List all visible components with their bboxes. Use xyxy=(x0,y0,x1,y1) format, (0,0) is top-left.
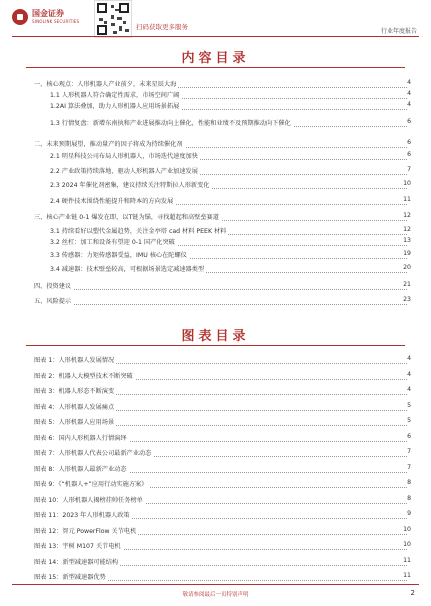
figure-entry-page: 5 xyxy=(399,417,411,424)
figure-entry-page: 8 xyxy=(399,495,411,502)
toc-subsection-entry[interactable] xyxy=(0,196,431,207)
figure-entry[interactable] xyxy=(0,448,431,459)
figure-entry[interactable] xyxy=(0,557,431,568)
toc-subsection-entry[interactable] xyxy=(0,118,431,129)
toc-subsection-entry[interactable] xyxy=(0,237,431,248)
toc-section-entry-label: 五、风险提示 xyxy=(34,298,72,305)
toc-section-entry[interactable] xyxy=(0,139,431,150)
toc-subsection-entry-page: 10 xyxy=(399,180,411,187)
toc-section-entry-page: 4 xyxy=(399,79,411,86)
figure-entry[interactable] xyxy=(0,526,431,537)
figure-entry[interactable] xyxy=(0,464,431,475)
toc-subsection-entry-label: 3.4 减速器：技术壁垒较高，可根据场景选定减速器类型 xyxy=(50,266,205,273)
toc-subsection-entry-page: 19 xyxy=(399,250,411,257)
toc-subsection-entry-page: 20 xyxy=(399,264,411,271)
toc-subsection-entry-page: 4 xyxy=(399,90,411,97)
figure-entry-label: 图表 13：宇树 M107 关节电机 xyxy=(34,543,121,550)
toc-subsection-entry[interactable] xyxy=(0,101,431,112)
figure-entry-page: 5 xyxy=(399,402,411,409)
toc-subsection-entry[interactable] xyxy=(0,166,431,177)
toc-subsection-entry-label: 1.2AI 算法叠加，助力人形机器人应用场景拓展 xyxy=(50,103,180,110)
toc-section-entry[interactable] xyxy=(0,296,431,307)
figure-entry-page: 8 xyxy=(399,479,411,486)
company-logo xyxy=(12,8,80,30)
toc-title: 内容目录 xyxy=(181,51,250,66)
toc-subsection-entry-page: 13 xyxy=(399,237,411,244)
qr-caption: 扫码获取更多服务 xyxy=(136,23,188,31)
dot-leader xyxy=(34,289,407,290)
page-header xyxy=(0,0,431,40)
logo-mark-icon xyxy=(12,9,28,25)
page-number: 2 xyxy=(410,589,415,597)
figure-entry-page: 4 xyxy=(399,386,411,393)
figure-entry-label: 图表 1：人形机器人发展情况 xyxy=(34,357,115,364)
figure-entry-page: 4 xyxy=(399,355,411,362)
figure-entry[interactable] xyxy=(0,541,431,552)
figure-entry-label: 图表 12：智元 PowerFlow 关节电机 xyxy=(34,527,137,535)
footer-disclaimer: 敬请参阅最后一页特别声明 xyxy=(182,592,249,598)
figure-entry-label: 图表 5：人形机器人应用场景 xyxy=(34,419,115,426)
figure-entry-page: 6 xyxy=(399,433,411,440)
figure-entry-label: 图表 15：新型减速器优势 xyxy=(34,574,106,581)
toc-subsection-entry[interactable] xyxy=(0,180,431,191)
figure-entry-page: 10 xyxy=(399,526,411,533)
toc-subsection-entry[interactable] xyxy=(0,226,431,237)
dot-leader xyxy=(34,304,407,305)
toc-subsection-entry-label: 2.4 硬件技术围绕性能提升和降本的方向发展 xyxy=(50,198,174,205)
figure-entry[interactable] xyxy=(0,510,431,521)
figure-entry-label: 图表 14：新型减速器可能结构 xyxy=(34,558,119,566)
toc-section-entry-page: 23 xyxy=(399,296,411,303)
header-divider xyxy=(12,36,419,37)
toc-section-entry-page: 6 xyxy=(399,139,411,146)
figure-entry-page: 7 xyxy=(399,464,411,471)
toc-section-entry-label: 二、未来预期展望，推动量产的因子将成为持续催化剂 xyxy=(34,141,183,148)
figure-entry-page: 4 xyxy=(399,371,411,378)
report-type-label: 行业年度报告 xyxy=(380,28,417,35)
logo-cn-text: 国金证券 xyxy=(32,9,64,18)
figure-entry-label: 图表 6：国内人形机器人行情演绎 xyxy=(34,434,127,442)
qr-code-icon[interactable] xyxy=(94,0,132,38)
toc-section-entry-page: 12 xyxy=(399,212,411,219)
figure-entry[interactable] xyxy=(0,495,431,506)
figure-entry-label: 图表 8：人形机器人最新产业动态 xyxy=(34,465,127,473)
figure-entry[interactable] xyxy=(0,417,431,428)
toc-subsection-entry-page: 7 xyxy=(399,166,411,173)
figure-entry[interactable] xyxy=(0,479,431,490)
figure-entry-label: 图表 7：人形机器人代表公司最新产业动态 xyxy=(34,450,152,457)
toc-subsection-entry-label: 1.1 人形机器人符合确定性需求，市场空间广阔 xyxy=(50,92,180,99)
figure-entry-page: 11 xyxy=(399,557,411,564)
figure-entry[interactable] xyxy=(0,402,431,413)
toc-title-divider xyxy=(26,67,405,68)
toc-subsection-entry-label: 1.3 行情复盘：新增东南执和产业进展推动向上催化，性能和业绩不及预期推动向下催化 xyxy=(50,120,291,127)
toc-subsection-entry-label: 2.2 产业政策持续落地，驱动人形机器人产业加速发展 xyxy=(50,168,198,175)
figure-entry-label: 图表 10：人形机器人揭榜挂帅任务榜单 xyxy=(34,496,143,504)
footer-divider xyxy=(12,584,419,585)
toc-section-entry[interactable] xyxy=(0,212,431,223)
figures-title: 图表目录 xyxy=(181,329,250,344)
toc-section-entry-label: 四、投资建议 xyxy=(34,283,72,290)
toc-section-entry-label: 三、核心产业链 0-1 爆发在即，以T链为锚，寻找超起和高壁垒赛道 xyxy=(34,214,219,221)
toc-section-entry-label: 一、核心观点：人形机器人产业前夕，未来星辰大海 xyxy=(34,81,177,88)
toc-subsection-entry-page: 12 xyxy=(399,226,411,233)
figures-title-divider xyxy=(26,345,405,346)
toc-subsection-entry-label: 2.3 2024 年催化剂密集，建议持续关注特斯拉人形新变化 xyxy=(50,182,210,189)
figure-entry-page: 7 xyxy=(399,448,411,455)
toc-subsection-entry[interactable] xyxy=(0,250,431,261)
figure-entry-label: 图表 2：机器人大模型技术不断突破 xyxy=(34,372,133,380)
figure-entry-label: 图表 4：人形机器人发展痛点 xyxy=(34,403,115,411)
figure-entry-label: 图表 11：2023 年人形机器人政策 xyxy=(34,512,130,519)
logo-en-text: SINOLINK SECURITIES xyxy=(32,19,80,24)
toc-subsection-entry[interactable] xyxy=(0,264,431,275)
toc-subsection-entry-page: 6 xyxy=(399,118,411,125)
figure-entry-page: 11 xyxy=(399,572,411,579)
toc-section-entry[interactable] xyxy=(0,79,431,90)
toc-subsection-entry-page: 6 xyxy=(399,151,411,158)
figure-entry-label: 图表 9：《“机器人+”应用行动实施方案》 xyxy=(34,481,148,488)
figure-entry-page: 9 xyxy=(399,510,411,517)
toc-subsection-entry-page: 4 xyxy=(399,101,411,108)
toc-subsection-entry-label: 3.2 丝杠：加工和设备有望迎 0-1 国产化突破 xyxy=(50,239,175,246)
toc-subsection-entry[interactable] xyxy=(0,151,431,162)
toc-subsection-entry-page: 11 xyxy=(399,196,411,203)
toc-section-entry[interactable] xyxy=(0,281,431,292)
toc-subsection-entry-label: 3.1 持续看好以塑代金属趋势，关注金亭塔 cad 材料 PEEK 材料 xyxy=(50,228,227,235)
figure-entry[interactable] xyxy=(0,371,431,382)
figure-entry-label: 图表 3：机器人形态不断演变 xyxy=(34,388,115,395)
toc-section-entry-page: 21 xyxy=(399,281,411,288)
figure-entry[interactable] xyxy=(0,355,431,366)
figure-entry-page: 10 xyxy=(399,541,411,548)
figure-entry[interactable] xyxy=(0,433,431,444)
toc-subsection-entry-label: 2.1 明星科技公司布局人形机器人，市场迭代速度加快 xyxy=(50,153,198,160)
toc-subsection-entry-label: 3.3 传感器：力矩传感器受益，IMU 核心在陀螺仪 xyxy=(50,252,187,259)
figure-entry[interactable] xyxy=(0,572,431,583)
toc-subsection-entry[interactable] xyxy=(0,90,431,101)
figure-entry[interactable] xyxy=(0,386,431,397)
